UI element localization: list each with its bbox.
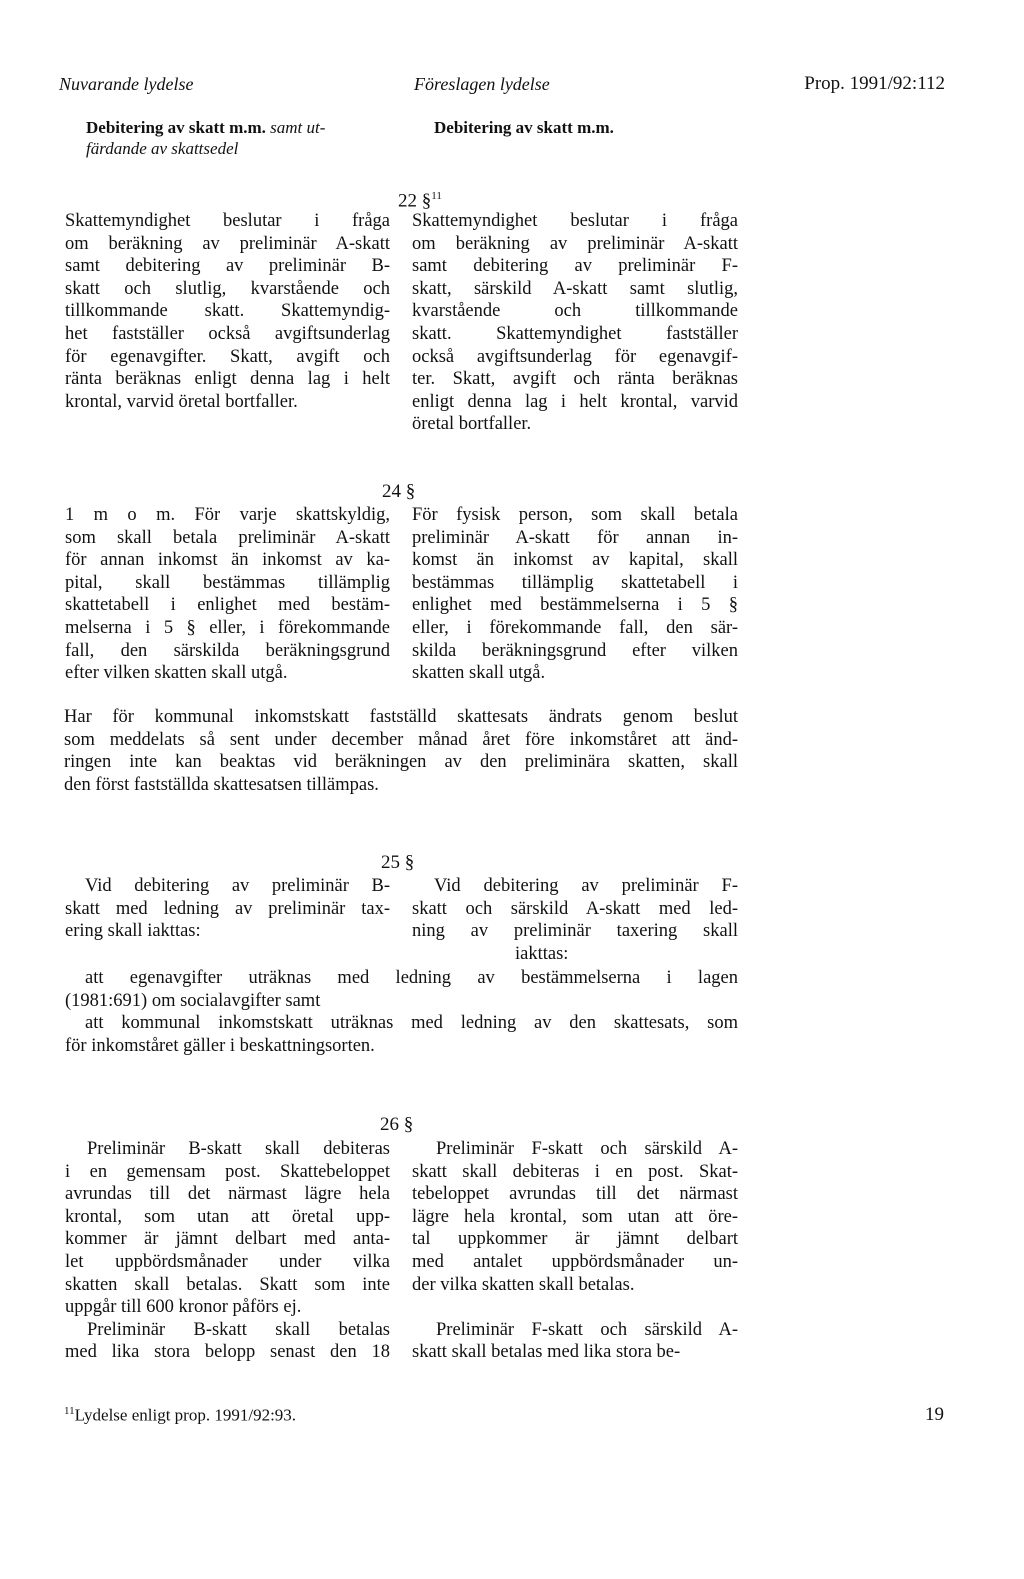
text-line: att kommunal inkomstskatt uträknas med ledning av den skattesats, som [85, 1013, 738, 1034]
text-line: kommer är jämnt delbart med anta- [65, 1229, 390, 1250]
text-line: krontal, som utan att öretal upp- [65, 1206, 390, 1227]
text-line: ning av preliminär taxering skall [412, 921, 738, 942]
footnote-reference: 11 [431, 190, 442, 202]
text-line: iakttas: [515, 943, 569, 964]
text-line: Skattemyndighet beslutar i fråga [65, 211, 390, 231]
text-line: uppgår till 600 kronor påförs ej. [65, 1297, 302, 1318]
section-22-label [398, 190, 442, 212]
text-line: avrundas till det närmast lägre hela [65, 1184, 390, 1205]
text-line: Har för kommunal inkomstskatt fastställd skattesats ändrats genom beslut [64, 707, 738, 727]
text-line: ering skall iakttas: [65, 921, 201, 942]
heading-left-italic-1: samt ut- [270, 118, 326, 137]
section-24-label: 24 § [382, 481, 416, 502]
section-22-number: 22 § [398, 190, 432, 212]
text-line: der vilka skatten skall betalas. [412, 1274, 635, 1295]
section-25-common-text [65, 967, 738, 1057]
text-line: Vid debitering av preliminär F- [434, 876, 738, 896]
text-line: skilda beräkningsgrund efter vilken [412, 640, 738, 661]
heading-left [86, 117, 325, 159]
text-line: skatt skall debiteras i en post. Skat- [412, 1161, 738, 1182]
text-line: ter. Skatt, avgift och ränta beräknas [412, 369, 738, 390]
header-proposition-number: Prop. 1991/92:112 [804, 73, 945, 94]
text-line: för egenavgifter. Skatt, avgift och [65, 346, 390, 367]
text-line: om beräkning av preliminär A-skatt [65, 233, 390, 254]
text-line: Preliminär B-skatt skall betalas [87, 1319, 390, 1340]
text-line: skatt och särskild A-skatt med led- [412, 898, 738, 919]
section-25-current-text [65, 875, 390, 943]
section-22-current-text [65, 210, 390, 413]
text-line: preliminär A-skatt för annan in- [412, 527, 738, 548]
text-line: den först fastställda skattesatsen tillämpas. [64, 774, 379, 795]
text-line: krontal, varvid öretal bortfaller. [65, 391, 298, 412]
text-line: För fysisk person, som skall betala [412, 505, 738, 525]
text-line: enlighet med bestämmelserna i 5 § [412, 595, 738, 616]
text-line: pital, skall bestämmas tillämplig [65, 572, 390, 593]
text-line: skatt och slutlig, kvarstående och [65, 278, 390, 299]
text-line: skattetabell i enlighet med bestäm- [65, 595, 390, 616]
text-line: som skall betala preliminär A-skatt [65, 527, 390, 548]
text-line: skatt, särskild A-skatt samt slutlig, [412, 278, 738, 299]
text-line: skatt med ledning av preliminär tax- [65, 898, 390, 919]
text-line: komst än inkomst av kapital, skall [412, 550, 738, 571]
footnote [64, 1405, 296, 1426]
text-line: let uppbördsmånader under vilka [65, 1251, 390, 1272]
heading-left-bold: Debitering av skatt m.m. [86, 118, 266, 137]
text-line: samt debitering av preliminär B- [65, 256, 390, 277]
text-line: om beräkning av preliminär A-skatt [412, 233, 738, 254]
text-line: tebeloppet avrundas till det närmast [412, 1184, 738, 1205]
section-24-current-text [65, 504, 390, 685]
text-line: samt debitering av preliminär F- [412, 256, 738, 277]
section-24-common-text [64, 706, 738, 796]
section-25-proposed-text [412, 875, 738, 965]
text-line: 1 m o m. För varje skattskyldig, [65, 505, 390, 525]
text-line: också avgiftsunderlag för egenavgif- [412, 346, 738, 367]
text-line: bestämmas tillämplig skattetabell i [412, 572, 738, 593]
text-line: som meddelats så sent under december månad året före inkomståret att änd- [64, 729, 738, 750]
text-line: kvarstående och tillkommande [412, 301, 738, 322]
text-line: öretal bortfaller. [412, 414, 532, 435]
heading-left-italic-2: färdande av skattsedel [86, 139, 239, 158]
text-line: för inkomståret gäller i beskattningsorten. [65, 1035, 375, 1056]
text-line: lägre hela krontal, som utan att öre- [412, 1206, 738, 1227]
text-line: melserna i 5 § eller, i förekommande [65, 617, 390, 638]
section-22-proposed-text [412, 210, 738, 436]
text-line: Vid debitering av preliminär B- [85, 876, 390, 896]
text-line: i en gemensam post. Skattebeloppet [65, 1161, 390, 1182]
text-line: enligt denna lag i helt krontal, varvid [412, 391, 738, 412]
text-line: fall, den särskilda beräkningsgrund [65, 640, 390, 661]
text-line: Preliminär B-skatt skall debiteras [87, 1139, 390, 1159]
text-line: ringen inte kan beaktas vid beräkningen av den preliminära skatten, skall [64, 752, 738, 773]
text-line: eller, i förekommande fall, den sär- [412, 617, 738, 638]
blank-line [412, 1296, 738, 1319]
footnote-text: Lydelse enligt prop. 1991/92:93. [74, 1405, 297, 1425]
text-line: att egenavgifter uträknas med ledning av bestämmelserna i lagen [85, 968, 738, 988]
section-24-proposed-text [412, 504, 738, 685]
text-line: het fastställer också avgiftsunderlag [65, 323, 390, 344]
text-line: skatten skall betalas. Skatt som inte [65, 1274, 390, 1295]
text-line: med antalet uppbördsmånader un- [412, 1251, 738, 1272]
section-26-current-text [65, 1138, 390, 1364]
text-line: tal uppkommer är jämnt delbart [412, 1229, 738, 1250]
section-26-label: 26 § [380, 1114, 414, 1135]
section-25-label: 25 § [381, 852, 415, 873]
text-line: efter vilken skatten skall utgå. [65, 663, 288, 684]
text-line: skatten skall utgå. [412, 663, 546, 684]
text-line: (1981:691) om socialavgifter samt [65, 990, 321, 1011]
text-line: tillkommande skatt. Skattemyndig- [65, 301, 390, 322]
text-line: skatt skall betalas med lika stora be- [412, 1342, 681, 1363]
text-line: skatt. Skattemyndighet fastställer [412, 323, 738, 344]
text-line: Preliminär F-skatt och särskild A- [436, 1139, 738, 1159]
text-line: Preliminär F-skatt och särskild A- [436, 1319, 738, 1340]
header-proposed-wording: Föreslagen lydelse [414, 74, 550, 94]
text-line: ränta beräknas enligt denna lag i helt [65, 369, 390, 390]
section-26-proposed-text [412, 1138, 738, 1364]
header-current-wording: Nuvarande lydelse [59, 74, 194, 94]
heading-right: Debitering av skatt m.m. [434, 118, 614, 137]
text-line: för annan inkomst än inkomst av ka- [65, 550, 390, 571]
page-number: 19 [925, 1404, 944, 1425]
text-line: Skattemyndighet beslutar i fråga [412, 211, 738, 231]
footnote-mark: 11 [64, 1405, 75, 1417]
text-line: med lika stora belopp senast den 18 [65, 1342, 390, 1363]
